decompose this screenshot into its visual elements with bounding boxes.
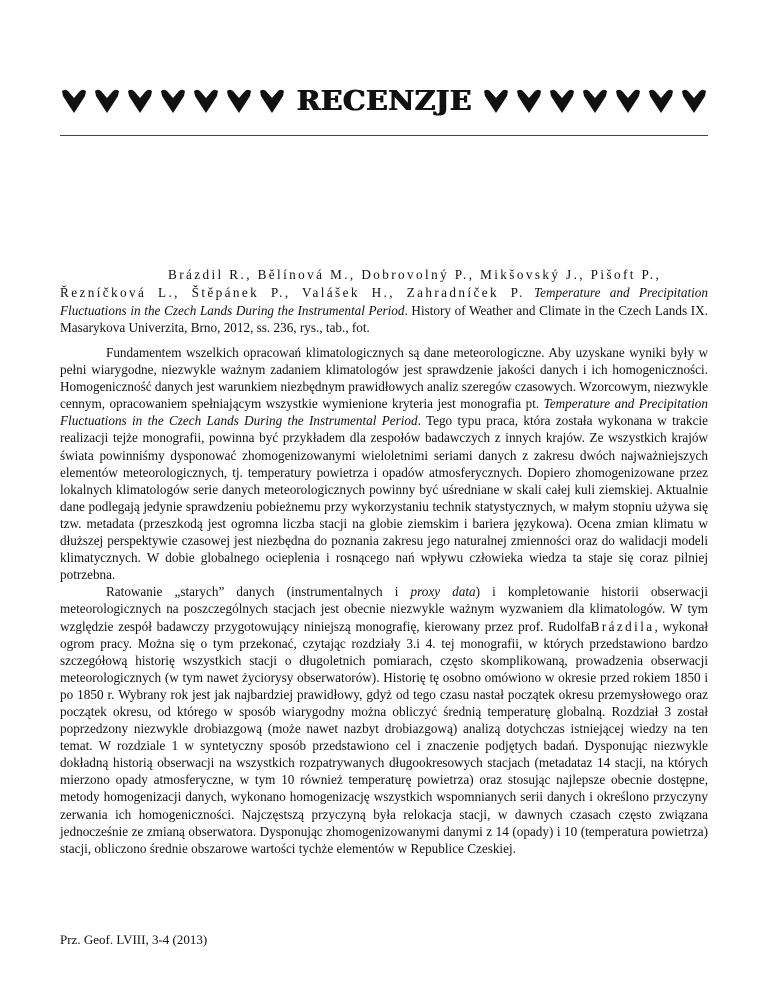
v-mark-icon (647, 88, 675, 114)
v-mark-icon (60, 88, 88, 114)
paragraph-text: Fundamentem wszelkich opracowań klimatologicznych są dane meteorologiczne. Aby uzyskane wyniki były w pełni wiarygodne, niezwykle ważnym zadaniem klimatologów jest sprawdzenie jakości danych i ich homogeniczności. Homogeniczność danych jest warunkiem niezbędnym prawidłowych analiz szeregów czasowych. Wzorcowym, niezwykle cennym, opracowaniem spełniającym wszystkie wymienione kryteria jest monografia pt. (60, 345, 708, 412)
citation-authors-cont: Řezníčková L., Štěpánek P., Valášek H., Zahradníček P. (60, 284, 525, 300)
book-title-ref: Temperature and Precipitation Fluctuations in the Czech Lands During the Instrumental Period (60, 396, 708, 429)
v-mark-icon (482, 88, 510, 114)
citation-book-title: Temperature and Precipitation Fluctuations in the Czech Lands During the Instrumental Period (60, 284, 708, 318)
v-mark-icon (159, 88, 187, 114)
left-ornament (60, 88, 286, 114)
header-divider (60, 135, 708, 136)
paragraph-text: ) i kompletowanie historii obserwacji meteorologicznych na poszczególnych stacjach jest obecnie niezwykle ważnym wyzwaniem dla klimatologów. W tym względzie zespół badawczy przygotowujący niniejszą monografię, kierowany przez prof. Rudolfa (60, 584, 708, 634)
proxy-data-term: proxy data (410, 584, 476, 600)
paragraph-2 (60, 583, 708, 857)
spaced-name: Brázdila (590, 618, 655, 634)
v-mark-icon (258, 88, 286, 114)
citation-details: . History of Weather and Climate in the Czech Lands IX. Masarykova Univerzita, Brno, 2012, ss. 236, rys., tab., fot. (60, 302, 708, 336)
citation-authors: Brázdil R., Bělínová M., Dobrovolný P., Mikšovský J., Pišoft P., (168, 267, 662, 282)
v-mark-icon (548, 88, 576, 114)
section-title: RECENZJE (296, 85, 472, 117)
v-mark-icon (126, 88, 154, 114)
book-citation (60, 266, 708, 337)
v-mark-icon (93, 88, 121, 114)
paragraph-text: , wykonał ogrom pracy. Można się o tym przekonać, czytając rozdziały 3.i 4. tej monografii, w których przedstawiono bardzo szczegółową historię wszystkich stacji o długoletnich pomiarach, często skomplikowaną, prowadzenia obserwacji meteorologicznych (w tym nawet życiorysy obserwatorów). Historię tę osobno omówiono w okresie przed rokiem 1850 i po 1850 r. Wybrany rok jest jak najbardziej prawidłowy, gdyż od tego czasu nastał początek okresu przemysłowego oraz początek okresu, od którego w sposób wiarygodny można obliczyć średnią temperaturę globalną. Rozdział 3 został poprzedzony niezwykle drobiazgową (może nawet nazbyt drobiazgową) analizą dotychczas istniejącej wiedzy na ten temat. W rozdziale 1 w syntetyczny sposób przedstawiono cel i znaczenie podjętych badań. Dysponując niezwykle dokładną historią obserwacji na wszystkich rozpatrywanych długookresowych stacjach (metadataz 14 stacji, na których mierzono opady atmosferyczne, w tym 10 również temperaturę powietrza) oraz stosując najlepsze obecnie dostępne, metody homogenizacji danych, wykonano homogenizację wszystkich wspomnianych serii danych i określono przyczyny zerwania ich homogeniczności. Najczęstszą przyczyną była relokacja stacji, w dawnych czasach często związana jednocześnie ze zmianą obserwatora. Dysponując zhomogenizowanymi danymi z 14 (opady) i 10 (temperatura powietrza) stacji, obliczono średnie obszarowe wartości tychże elementów w Republice Czeskiej. (60, 618, 708, 856)
v-mark-icon (192, 88, 220, 114)
v-mark-icon (680, 88, 708, 114)
v-mark-icon (614, 88, 642, 114)
paragraph-text: Ratowanie „starych” danych (instrumentalnych i (106, 584, 411, 600)
v-mark-icon (225, 88, 253, 114)
journal-footer: Prz. Geof. LVIII, 3-4 (2013) (60, 932, 208, 947)
v-mark-icon (515, 88, 543, 114)
v-mark-icon (581, 88, 609, 114)
right-ornament (482, 88, 708, 114)
paragraph-1 (60, 344, 708, 583)
review-body (60, 344, 708, 857)
section-header (60, 84, 708, 118)
paragraph-text: . Tego typu praca, która została wykonana w trakcie realizacji tejże monografii, powinna być przykładem dla zespołów badawczych z innych krajów. Ze wszystkich krajów świata powinniśmy dysponować zhomogenizowanymi wieloletnimi seriami danych z zakresu dwóch najważniejszych elementów meteorologicznych, tj. temperatury powietrza i opadów atmosferycznych. Dopiero zhomogenizowane przez lokalnych klimatologów serie danych meteorologicznych powinny być uśredniane w skali całej kuli ziemskiej. Aktualnie dane podlegają jedynie sprawdzeniu pobieżnemu przy wykorzystaniu technik statystycznych, w małym stopniu używa się tzw. metadata (przeszkodą jest ogromna liczba stacji na globie ziemskim i bariera językowa). Ocena zmian klimatu w dłuższej perspektywie czasowej jest niezbędna do poznania zakresu jego naturalnej zmienności oraz do walidacji modeli klimatycznych. W dobie globalnego ocieplenia i rosnącego nań wpływu człowieka wiedza ta staje się coraz pilniej potrzebna. (60, 413, 708, 583)
